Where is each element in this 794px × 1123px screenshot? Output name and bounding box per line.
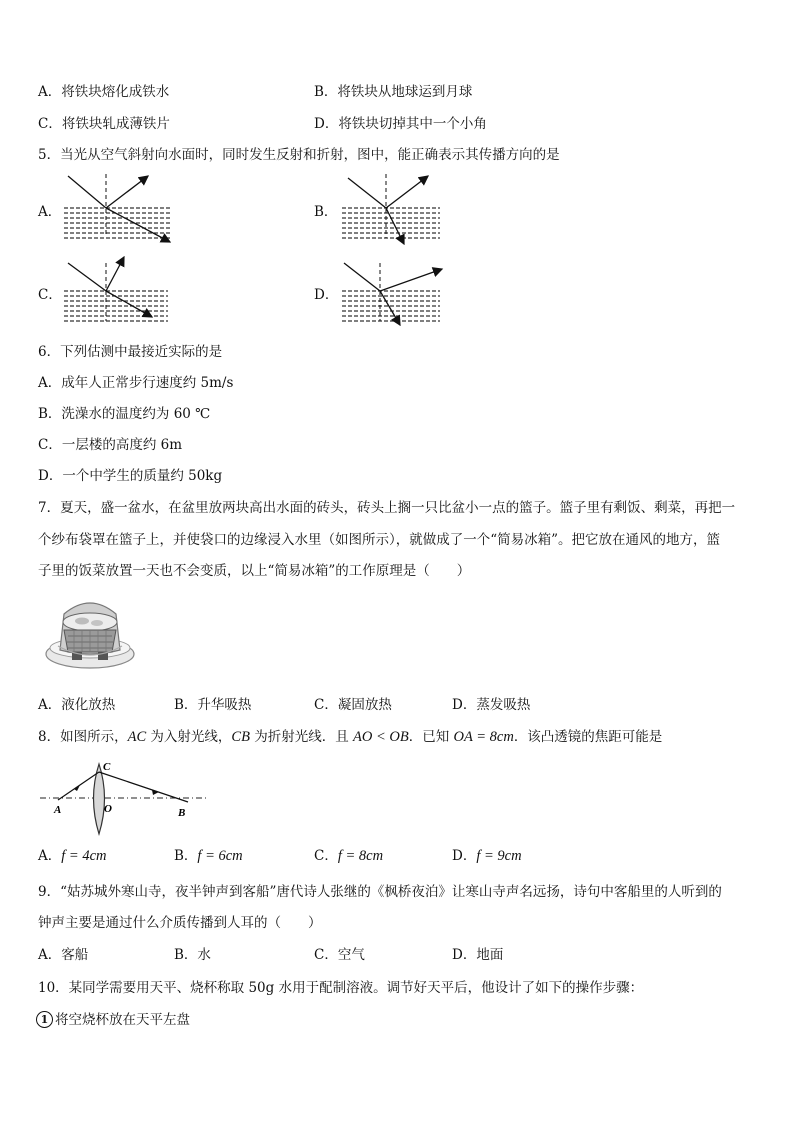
q8-option-c-label: C． [314,848,338,864]
step-number-badge: 1 [36,1011,53,1028]
q6-option-d: D．一个中学生的质量约 50kg [38,468,223,484]
q8-option-d-label: D． [452,848,477,864]
q8-math-inequality: AO < OB [353,729,409,745]
q8-option-d [452,846,522,866]
q8-stem-text-4: ．已知 [408,729,454,745]
q8-stem-text-1: 8．如图所示， [38,729,128,745]
q6-option-c: C．一层楼的高度约 6m [38,437,183,453]
q4-option-d: D．将铁块切掉其中一个小角 [314,116,487,132]
q6-option-b: B．洗澡水的温度约为 60 ℃ [38,406,211,422]
q9-option-b: B．水 [174,947,211,963]
q8-math-oa: OA = 8cm [453,729,514,745]
q9-option-d: D．地面 [452,947,504,963]
q5-label-d: D． [314,287,339,303]
q8-stem-text-2: 为入射光线， [146,729,232,745]
q6-option-a: A．成年人正常步行速度约 5m/s [38,375,234,391]
q10-step-1-text: 将空烧杯放在天平左盘 [55,1012,190,1028]
q9-stem-line1: 9．“姑苏城外寒山寺，夜半钟声到客船”唐代诗人张继的《枫桥夜泊》让寒山寺声名远扬，诗句中客船里的人听到的 [38,884,722,900]
q7-stem-line2: 个纱布袋罩在篮子上，并使袋口的边缘浸入水里（如图所示），就做成了一个“简易冰箱”。把它放在通风的地方，篮 [38,532,721,548]
q8-option-d-math: f = 9cm [476,848,522,864]
q8-option-c [314,846,383,866]
q7-option-b: B．升华吸热 [174,697,252,713]
q7-option-d: D．蒸发吸热 [452,697,531,713]
lens-label-b: B [178,807,186,819]
q8-option-c-math: f = 8cm [337,848,384,864]
q8-stem-text-5: ．该凸透镜的焦距可能是 [513,729,663,745]
q8-stem [38,727,662,747]
q9-option-c: C．空气 [314,947,365,963]
q8-math-ac: AC [127,729,147,745]
lens-label-c: C [103,761,111,773]
q9-option-a: A．客船 [38,947,89,963]
q7-option-a: A．液化放热 [38,697,116,713]
q5-label-a: A． [38,204,62,220]
q8-math-cb: CB [231,729,250,745]
q5-diagram-c [60,255,180,335]
q5-diagram-a [60,172,180,252]
q7-stem-line3: 子里的饭菜放置一天也不会变质，以上“简易冰箱”的工作原理是（ ） [38,563,471,579]
q8-option-b-label: B． [174,848,198,864]
q10-step-1 [36,1010,190,1030]
q6-stem: 6．下列估测中最接近实际的是 [38,344,223,360]
q8-option-b-math: f = 6cm [197,848,243,864]
lens-label-o: O [104,803,112,815]
q7-stem-line1: 7．夏天，盛一盆水，在盆里放两块高出水面的砖头，砖头上搁一只比盆小一点的篮子。篮子里有剩饭、剩菜，再把一 [38,500,736,516]
q5-label-b: B． [314,204,338,220]
q10-stem: 10．某同学需要用天平、烧杯称取 50g 水用于配制溶液。调节好天平后，他设计了如下的操作步骤： [38,980,644,996]
q8-option-a [38,846,106,866]
q7-option-c: C．凝固放热 [314,697,392,713]
q5-diagram-b [340,172,460,252]
q8-option-b [174,846,243,866]
q8-stem-text-3: 为折射光线．且 [249,729,354,745]
simple-fridge-illustration [44,594,136,676]
convex-lens-diagram [40,758,210,838]
q4-option-a: A．将铁块熔化成铁水 [38,84,170,100]
q4-option-b: B．将铁块从地球运到月球 [314,84,473,100]
q5-stem: 5．当光从空气斜射向水面时，同时发生反射和折射，图中，能正确表示其传播方向的是 [38,147,560,163]
q5-label-c: C． [38,287,62,303]
q8-option-a-math: f = 4cm [61,848,107,864]
q4-option-c: C．将铁块轧成薄铁片 [38,116,170,132]
q5-diagram-d [340,255,460,335]
q9-stem-line2: 钟声主要是通过什么介质传播到人耳的（ ） [38,915,322,931]
q8-option-a-label: A． [38,848,62,864]
lens-label-a: A [54,804,62,816]
